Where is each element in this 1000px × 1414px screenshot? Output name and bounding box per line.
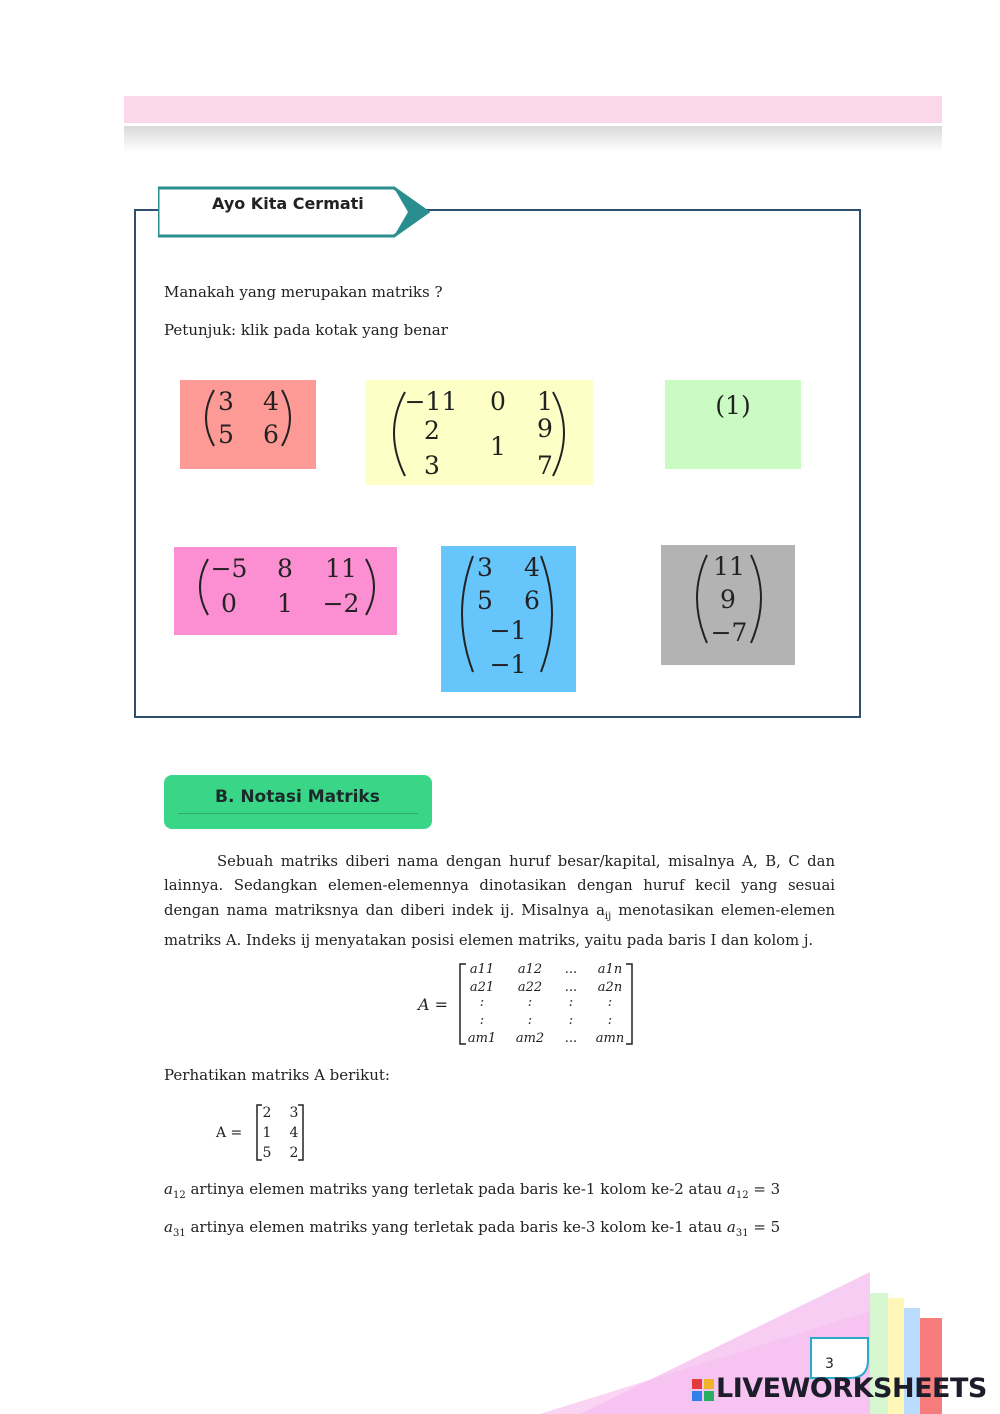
header-shadow-band	[124, 126, 942, 152]
matrix-cell: −5	[210, 554, 248, 583]
example-matrix-label: A =	[216, 1125, 243, 1141]
symbol-subscript: 31	[172, 1228, 186, 1239]
example-matrix	[214, 1100, 324, 1164]
explanation-1	[164, 1180, 780, 1201]
matrix-cell: 5	[262, 1145, 272, 1161]
matrix-cell: ...	[564, 1031, 578, 1046]
matrix-option-4[interactable]	[174, 547, 397, 635]
section-paragraph	[164, 850, 835, 953]
matrix-cell: 5	[477, 586, 493, 615]
matrix-cell: 2	[262, 1105, 272, 1121]
matrix-cell: 1	[277, 589, 293, 618]
paragraph-line: dengan nama matriksnya dan diberi indek ij. Misalnya a	[164, 901, 605, 919]
matrix-option-1[interactable]	[180, 380, 316, 469]
matrix-cell: 9	[720, 585, 736, 614]
matrix-cell: :	[527, 995, 533, 1010]
matrix-cell: 3	[218, 387, 234, 416]
liveworksheets-brand: LIVEWORKSHEETS	[716, 1373, 987, 1404]
matrix-cell: a1n	[597, 962, 623, 977]
matrix-cell: 9	[537, 414, 553, 443]
matrix-cell: :	[607, 995, 613, 1010]
symbol: a	[726, 1218, 736, 1236]
matrix-cell: :	[479, 1013, 485, 1028]
liveworksheets-logo-icon	[692, 1379, 714, 1401]
symbol: a	[164, 1180, 173, 1198]
example-intro: Perhatikan matriks A berikut:	[164, 1066, 390, 1084]
symbol: a	[164, 1218, 173, 1236]
matrix-cell: :	[527, 1013, 533, 1028]
explanation-text: artinya elemen matriks yang terletak pada baris ke-1 kolom ke-2 atau	[185, 1180, 727, 1198]
matrix-cell: (1)	[715, 391, 751, 420]
activity-question: Manakah yang merupakan matriks ?	[164, 283, 443, 301]
matrix-cell: a2n	[597, 980, 623, 995]
matrix-cell: 1	[537, 387, 553, 416]
matrix-cell: −7	[710, 618, 748, 647]
matrix-cell: ...	[564, 962, 578, 977]
paragraph-subscript: ij	[604, 910, 612, 922]
matrix-option-5[interactable]	[441, 546, 576, 692]
option-2-background	[365, 380, 593, 485]
matrix-cell: a11	[469, 962, 495, 977]
matrix-cell: 11	[325, 554, 357, 583]
page-number: 3	[825, 1356, 834, 1372]
activity-hint: Petunjuk: klik pada kotak yang benar	[164, 321, 448, 339]
matrix-cell: 4	[263, 387, 279, 416]
matrix-cell: 5	[218, 420, 234, 449]
symbol-subscript: 31	[735, 1228, 749, 1239]
activity-title: Ayo Kita Cermati	[212, 194, 364, 213]
matrix-cell: a21	[469, 980, 495, 995]
header-pink-band	[124, 96, 942, 123]
section-title: B. Notasi Matriks	[215, 787, 380, 807]
matrix-cell: 7	[537, 451, 553, 480]
paragraph-line: Sebuah matriks diberi nama dengan huruf besar/kapital, misalnya A, B, C dan	[217, 853, 835, 870]
matrix-cell: 8	[277, 554, 293, 583]
matrix-cell: 0	[221, 589, 237, 618]
matrix-cell: 3	[424, 451, 440, 480]
matrix-cell: a12	[517, 962, 543, 977]
left-bracket	[460, 964, 466, 1044]
matrix-cell: 2	[289, 1145, 299, 1161]
left-bracket	[257, 1105, 262, 1160]
matrix-cell: 2	[424, 416, 440, 445]
explanation-2	[164, 1218, 780, 1239]
matrix-cell: 3	[477, 553, 493, 582]
matrix-cell: 1	[490, 432, 506, 461]
symbol-subscript: 12	[735, 1190, 749, 1201]
matrix-cell: 4	[524, 553, 540, 582]
matrix-cell: :	[479, 995, 485, 1010]
matrix-cell: :	[607, 1013, 613, 1028]
matrix-cell: 6	[263, 420, 279, 449]
matrix-option-6[interactable]	[661, 545, 795, 665]
right-bracket	[298, 1105, 303, 1160]
matrix-cell: −1	[489, 650, 527, 679]
matrix-cell: −11	[404, 387, 458, 416]
section-heading-underline	[178, 813, 418, 814]
symbol: a	[726, 1180, 736, 1198]
matrix-cell: a22	[517, 980, 543, 995]
paragraph-line: lainnya. Sedangkan elemen-elemennya dinotasikan dengan huruf kecil yang sesuai	[164, 877, 835, 895]
explanation-equation: = 5	[748, 1218, 781, 1236]
matrix-option-2[interactable]	[365, 380, 593, 485]
matrix-cell: −1	[489, 616, 527, 645]
matrix-cell: 3	[289, 1105, 299, 1121]
matrix-cell: 0	[490, 387, 506, 416]
matrix-cell: am2	[515, 1031, 545, 1046]
matrix-cell: ...	[564, 980, 578, 995]
matrix-option-3[interactable]	[665, 380, 801, 469]
matrix-cell: amn	[595, 1031, 625, 1046]
explanation-text: artinya elemen matriks yang terletak pada baris ke-3 kolom ke-1 atau	[185, 1218, 727, 1236]
matrix-cell: :	[568, 995, 574, 1010]
option-1-background	[180, 380, 316, 469]
paragraph-line: matriks A. Indeks ij menyatakan posisi elemen matriks, yaitu pada baris I dan kolom j.	[164, 931, 814, 949]
general-matrix-label: A =	[418, 995, 449, 1014]
matrix-cell: :	[568, 1013, 574, 1028]
symbol-subscript: 12	[172, 1190, 186, 1201]
matrix-cell: 11	[713, 552, 745, 581]
explanation-equation: = 3	[748, 1180, 781, 1198]
matrix-cell: 1	[262, 1125, 272, 1141]
matrix-cell: am1	[467, 1031, 497, 1046]
right-bracket	[626, 964, 632, 1044]
matrix-cell: −2	[322, 589, 360, 618]
general-matrix	[410, 958, 650, 1050]
matrix-cell: 6	[524, 586, 540, 615]
paragraph-line: menotasikan elemen-elemen	[611, 901, 835, 919]
matrix-cell: 4	[289, 1125, 299, 1141]
